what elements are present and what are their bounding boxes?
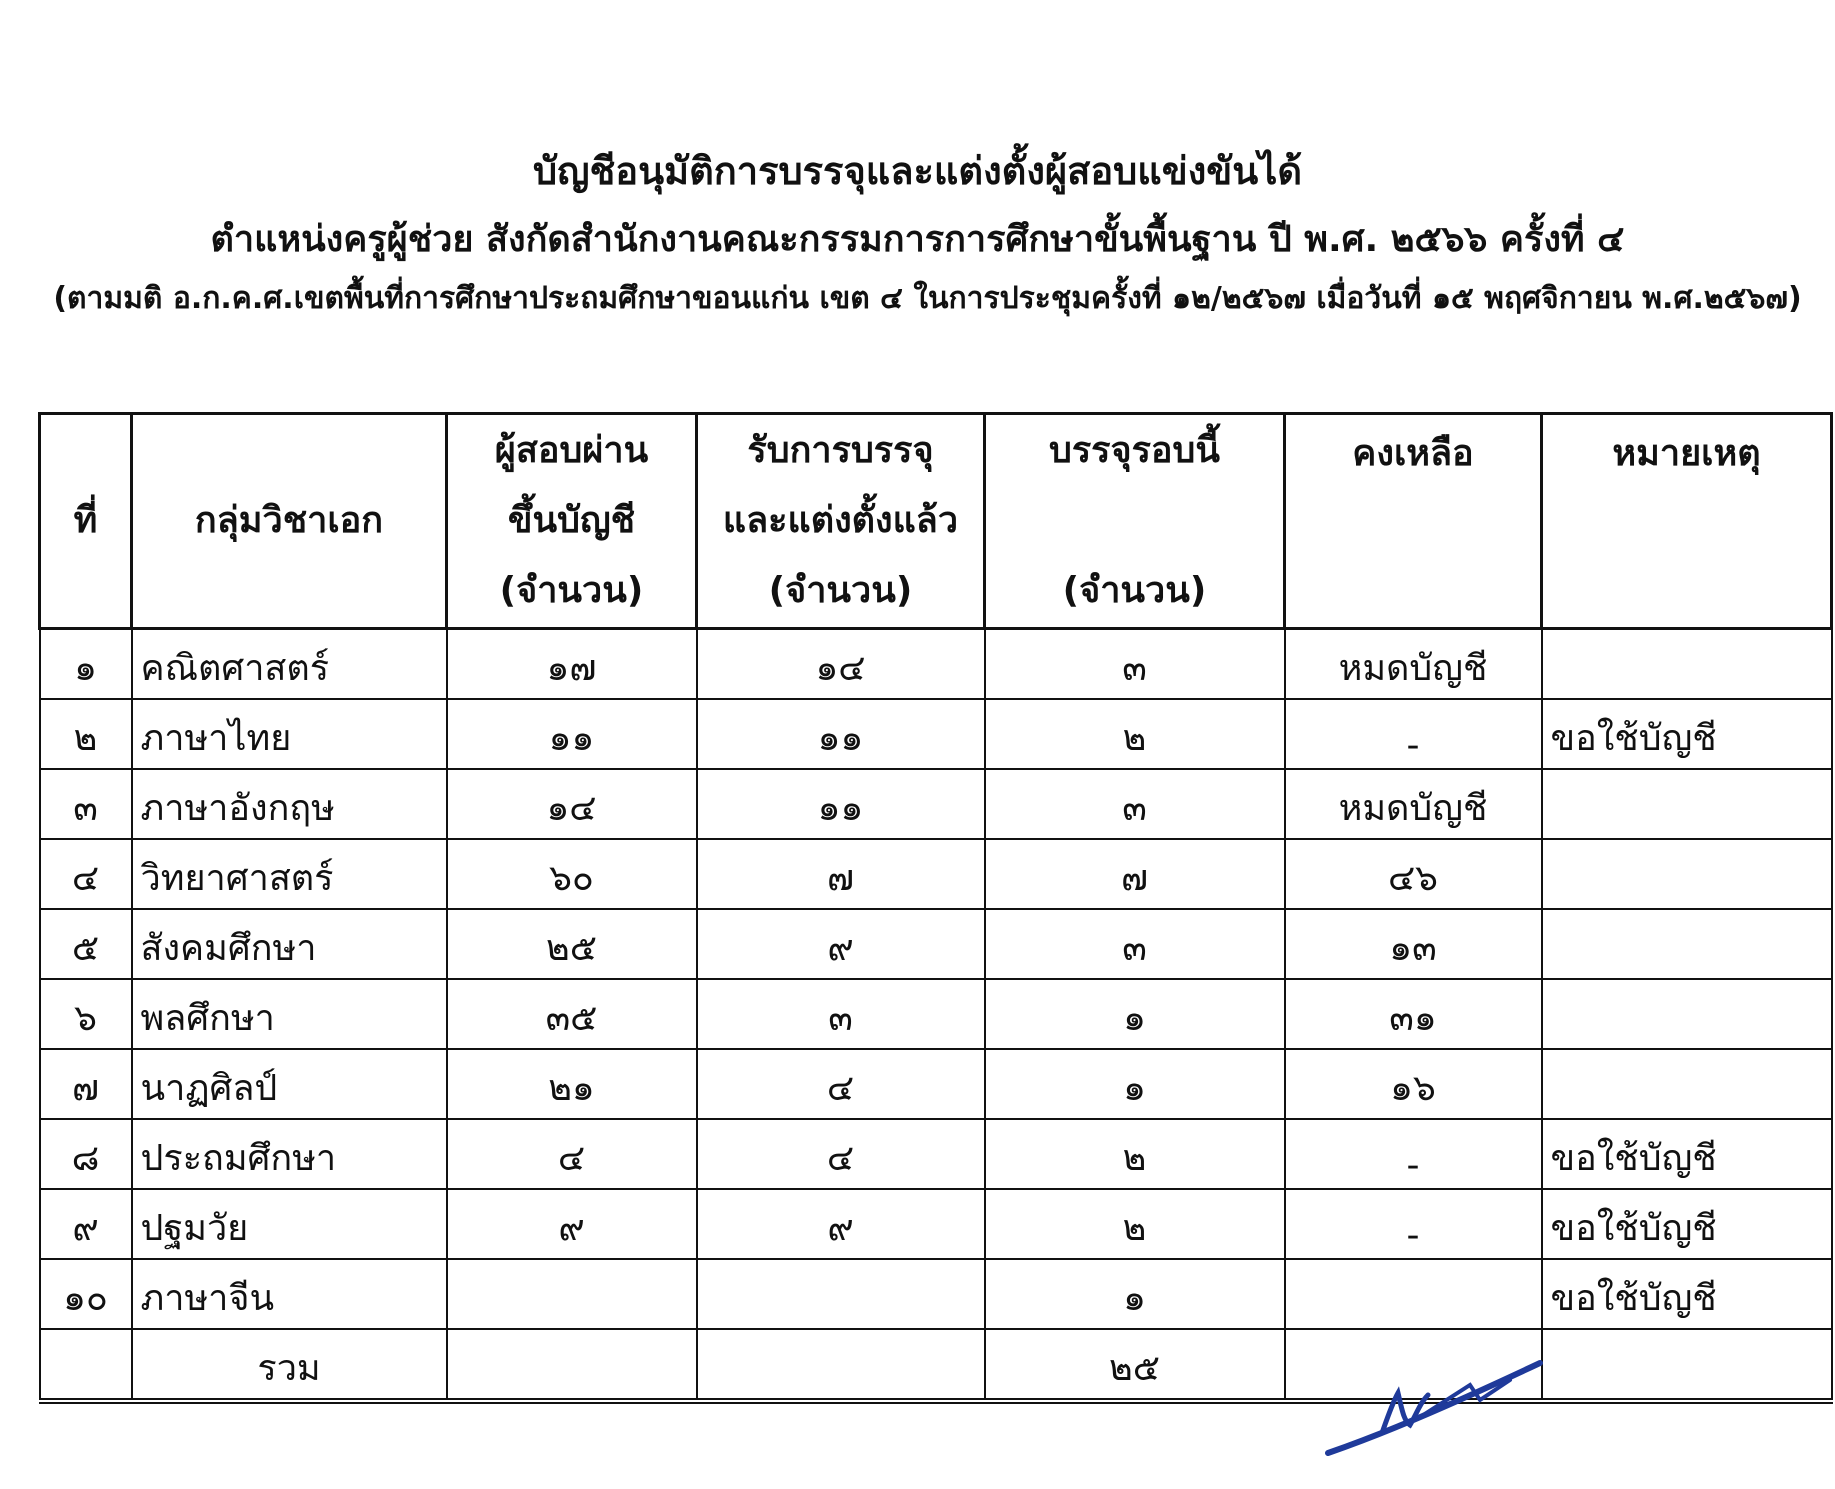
row-this-round: ๑ bbox=[985, 1259, 1285, 1329]
row-this-round: ๒ bbox=[985, 699, 1285, 769]
row-remaining: หมดบัญชี bbox=[1285, 769, 1542, 839]
row-remark bbox=[1542, 979, 1832, 1049]
row-remaining: - bbox=[1285, 1119, 1542, 1189]
row-appointed: ๓ bbox=[697, 979, 985, 1049]
row-appointed: ๙ bbox=[697, 909, 985, 979]
row-passed: ๖๐ bbox=[447, 839, 697, 909]
row-remark bbox=[1542, 629, 1832, 700]
row-this-round: ๒ bbox=[985, 1119, 1285, 1189]
row-remark bbox=[1542, 1049, 1832, 1119]
resolution-note: (ตามมติ อ.ก.ค.ศ.เขตพื้นที่การศึกษาประถมศึกษาขอนแก่น เขต ๔ ในการประชุมครั้งที่ ๑๒/๒๕๖๗ เมื่อวันที่ ๑๕ พฤศจิกายน พ.ศ.๒๕๖๗) bbox=[53, 281, 1802, 316]
row-this-round: ๓ bbox=[985, 629, 1285, 700]
row-remaining: หมดบัญชี bbox=[1285, 629, 1542, 700]
header-appointed-line-3: (จำนวน) bbox=[768, 570, 913, 611]
row-passed: ๓๕ bbox=[447, 979, 697, 1049]
row-subject: ภาษาจีน bbox=[132, 1259, 447, 1329]
table-row bbox=[40, 629, 1832, 700]
row-passed bbox=[447, 1259, 697, 1329]
total-remark-cell bbox=[1542, 1329, 1832, 1401]
header-subject: กลุ่มวิชาเอก bbox=[132, 414, 447, 629]
header-passed-line-2: ขึ้นบัญชี bbox=[507, 500, 636, 541]
row-appointed: ๔ bbox=[697, 1119, 985, 1189]
row-this-round: ๑ bbox=[985, 979, 1285, 1049]
header-remark: หมายเหตุ bbox=[1542, 414, 1832, 629]
row-remaining: - bbox=[1285, 1189, 1542, 1259]
total-row bbox=[40, 1329, 1832, 1401]
header-no: ที่ bbox=[40, 414, 132, 629]
row-no: ๘ bbox=[40, 1119, 132, 1189]
row-passed: ๒๑ bbox=[447, 1049, 697, 1119]
row-subject: ปฐมวัย bbox=[132, 1189, 447, 1259]
total-appointed-cell bbox=[697, 1329, 985, 1401]
total-this-round: ๒๕ bbox=[985, 1329, 1285, 1401]
row-remark: ขอใช้บัญชี bbox=[1542, 699, 1832, 769]
table-row bbox=[40, 769, 1832, 839]
total-label: รวม bbox=[132, 1329, 447, 1401]
header-remaining: คงเหลือ bbox=[1285, 414, 1542, 629]
header-appointed bbox=[697, 414, 985, 629]
row-subject: นาฏศิลป์ bbox=[132, 1049, 447, 1119]
row-remark: ขอใช้บัญชี bbox=[1542, 1119, 1832, 1189]
row-this-round: ๓ bbox=[985, 769, 1285, 839]
row-no: ๕ bbox=[40, 909, 132, 979]
header-appointed-line-2: และแต่งตั้งแล้ว bbox=[722, 500, 959, 541]
row-no: ๗ bbox=[40, 1049, 132, 1119]
row-subject: พลศึกษา bbox=[132, 979, 447, 1049]
row-subject: สังคมศึกษา bbox=[132, 909, 447, 979]
header-appointed-line-1: รับการบรรจุ bbox=[747, 430, 934, 471]
total-no-cell bbox=[40, 1329, 132, 1401]
row-no: ๑ bbox=[40, 629, 132, 700]
header-this-round bbox=[985, 414, 1285, 629]
total-passed-cell bbox=[447, 1329, 697, 1401]
row-this-round: ๑ bbox=[985, 1049, 1285, 1119]
document-subtitle: ตำแหน่งครูผู้ช่วย สังกัดสำนักงานคณะกรรมการการศึกษาขั้นพื้นฐาน ปี พ.ศ. ๒๕๖๖ ครั้งที่ ๔ bbox=[210, 219, 1625, 260]
row-remark bbox=[1542, 909, 1832, 979]
row-remark: ขอใช้บัญชี bbox=[1542, 1259, 1832, 1329]
row-subject: ภาษาไทย bbox=[132, 699, 447, 769]
row-subject: ประถมศึกษา bbox=[132, 1119, 447, 1189]
table-header-row bbox=[40, 414, 1832, 629]
table-row bbox=[40, 699, 1832, 769]
row-remaining: - bbox=[1285, 699, 1542, 769]
header-this-round-line-2 bbox=[994, 486, 1275, 556]
row-appointed: ๑๑ bbox=[697, 699, 985, 769]
row-appointed: ๑๔ bbox=[697, 629, 985, 700]
table-row bbox=[40, 839, 1832, 909]
row-remaining: ๔๖ bbox=[1285, 839, 1542, 909]
row-appointed: ๙ bbox=[697, 1189, 985, 1259]
row-appointed: ๗ bbox=[697, 839, 985, 909]
row-appointed: ๑๑ bbox=[697, 769, 985, 839]
header-this-round-line-1: บรรจุรอบนี้ bbox=[1048, 430, 1221, 471]
row-this-round: ๒ bbox=[985, 1189, 1285, 1259]
row-no: ๔ bbox=[40, 839, 132, 909]
row-passed: ๙ bbox=[447, 1189, 697, 1259]
signature-icon bbox=[1320, 1355, 1550, 1465]
row-passed: ๑๗ bbox=[447, 629, 697, 700]
table-row bbox=[40, 1049, 1832, 1119]
row-remaining bbox=[1285, 1259, 1542, 1329]
header-passed-line-3: (จำนวน) bbox=[499, 570, 644, 611]
row-appointed bbox=[697, 1259, 985, 1329]
table-row bbox=[40, 1259, 1832, 1329]
header-passed bbox=[447, 414, 697, 629]
row-remaining: ๑๖ bbox=[1285, 1049, 1542, 1119]
row-remark: ขอใช้บัญชี bbox=[1542, 1189, 1832, 1259]
table-body bbox=[40, 629, 1832, 1402]
row-this-round: ๗ bbox=[985, 839, 1285, 909]
row-subject: ภาษาอังกฤษ bbox=[132, 769, 447, 839]
row-subject: คณิตศาสตร์ bbox=[132, 629, 447, 700]
row-this-round: ๓ bbox=[985, 909, 1285, 979]
appointment-table bbox=[38, 412, 1833, 1404]
row-no: ๓ bbox=[40, 769, 132, 839]
row-no: ๙ bbox=[40, 1189, 132, 1259]
row-passed: ๒๕ bbox=[447, 909, 697, 979]
header-passed-line-1: ผู้สอบผ่าน bbox=[494, 430, 649, 471]
row-subject: วิทยาศาสตร์ bbox=[132, 839, 447, 909]
table-row bbox=[40, 979, 1832, 1049]
row-remark bbox=[1542, 839, 1832, 909]
table-row bbox=[40, 1119, 1832, 1189]
row-no: ๖ bbox=[40, 979, 132, 1049]
row-appointed: ๔ bbox=[697, 1049, 985, 1119]
table-row bbox=[40, 909, 1832, 979]
table-row bbox=[40, 1189, 1832, 1259]
row-no: ๒ bbox=[40, 699, 132, 769]
row-remaining: ๓๑ bbox=[1285, 979, 1542, 1049]
row-remark bbox=[1542, 769, 1832, 839]
row-remaining: ๑๓ bbox=[1285, 909, 1542, 979]
header-this-round-line-3: (จำนวน) bbox=[1062, 570, 1207, 611]
row-no: ๑๐ bbox=[40, 1259, 132, 1329]
row-passed: ๑๔ bbox=[447, 769, 697, 839]
document-title: บัญชีอนุมัติการบรรจุและแต่งตั้งผู้สอบแข่งขันได้ bbox=[532, 149, 1303, 193]
row-passed: ๑๑ bbox=[447, 699, 697, 769]
row-passed: ๔ bbox=[447, 1119, 697, 1189]
